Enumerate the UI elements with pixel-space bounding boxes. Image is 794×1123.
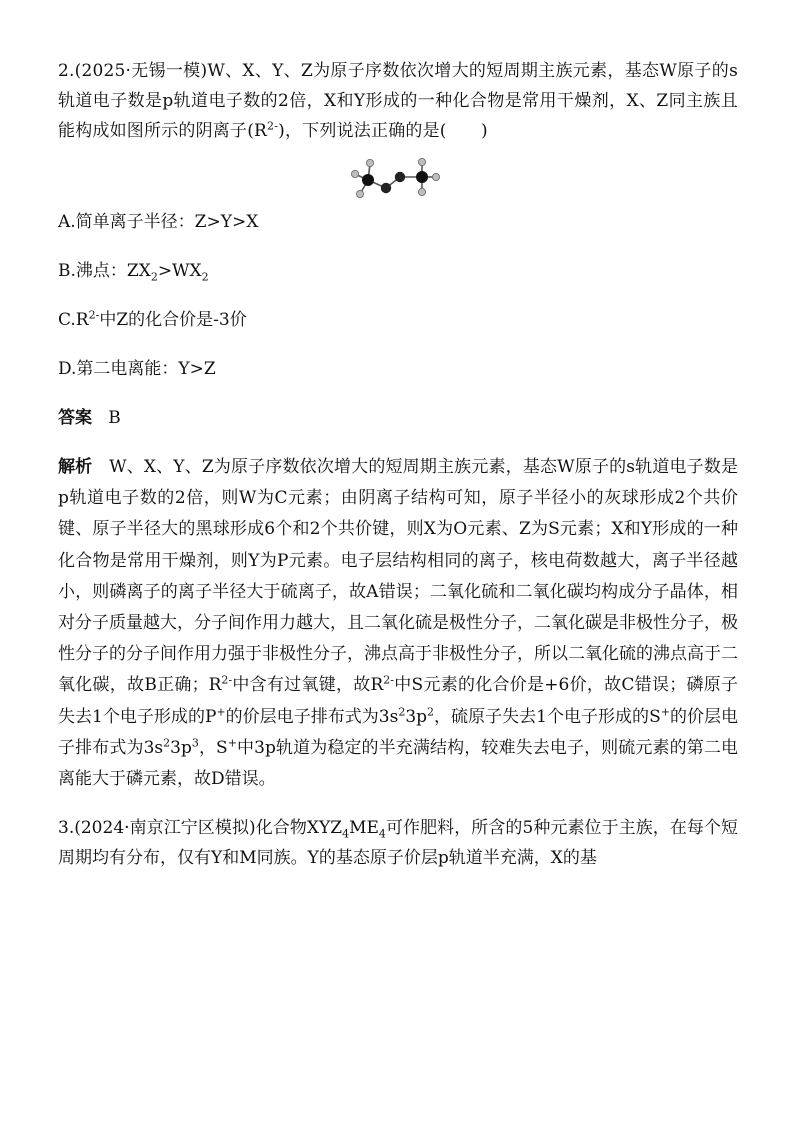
- question-source: (2024·南京江宁区模拟): [74, 818, 256, 839]
- question-3-stem: 3.(2024·南京江宁区模拟)化合物$XYZ_4ME_4$可作肥料，所含的5种元素位于主族，在每个短周期均有分布，仅有Y和M同族。Y的基态原子价层p轨道半充满，X的基: [58, 818, 738, 869]
- option-c: $C.R^{2-}$中Z的化合价是-3价: [58, 308, 247, 330]
- black-atom: [362, 174, 374, 186]
- black-atom: [395, 172, 405, 182]
- gray-atom: [356, 190, 363, 197]
- gray-atom: [418, 188, 425, 195]
- gray-atom: [366, 159, 373, 166]
- analysis-label: 解析: [58, 457, 93, 477]
- question-source: (2025·无锡一模): [74, 61, 208, 81]
- gray-atom: [351, 170, 358, 177]
- answer-value: B: [108, 408, 121, 428]
- anion-structure-figure: [350, 156, 440, 200]
- gray-atom: [418, 158, 425, 165]
- option-d: D.第二电离能：Y>Z: [58, 359, 216, 379]
- black-atom: [381, 183, 391, 193]
- question-2-stem: 2.(2025·无锡一模)W、X、Y、Z为原子序数依次增大的短周期主族元素，基态W原子的s轨道电子数是p轨道电子数的2倍，X和Y形成的一种化合物是常用干燥剂，X、Z同主族且能构成如图所示的阴离子$(R^{2-})$，下列说法正确的是( ): [58, 61, 738, 141]
- answer-line: [58, 406, 738, 430]
- analysis-paragraph: 解析 W、X、Y、Z为原子序数依次增大的短周期主族元素，基态W原子的s轨道电子数是p轨道电子数的2倍，则W为C元素；由阴离子结构可知，原子半径小的灰球形成2个共价键、原子半径大的黑球形成6个和2个共价键，则X为O元素、Z为S元素；X和Y形成的一种化合物是常用干燥剂，则Y为P元素。电子层结构相同的离子，核电荷数越大，离子半径越小，则磷离子的离子半径大于硫离子，故A错误；二氧化硫和二氧化碳均构成分子晶体，相对分子质量越大，分子间作用力越大，且二氧化硫是极性分子，二氧化碳是非极性分子，极性分子的分子间作用力强于非极性分子，沸点高于非极性分子，所以二氧化硫的沸点高于二氧化碳，故B正确；$R^{2-}$中含有过氧键，故$R^{2-}$中S元素的化合价是+6价，故C错误；磷原子失去1个电子形成的P+的价层电子排布式为$3s^23p^2$，硫原子失去1个电子形成的S+的价层电子排布式为$3s^23p^3$，S+中3p轨道为稳定的半充满结构，较难失去电子，则硫元素的第二电离能大于磷元素，故D错误。: [58, 457, 739, 790]
- gray-atom: [432, 173, 439, 180]
- question-number: 2.: [58, 61, 75, 81]
- page-content: [58, 56, 738, 873]
- option-a: A.简单离子半径：Z>Y>X: [58, 212, 259, 232]
- question-number: 3.: [58, 818, 75, 839]
- answer-label: 答案: [58, 408, 92, 428]
- option-b: B.沸点：$ZX_2>WX_2$: [58, 261, 209, 284]
- black-atom: [416, 171, 428, 183]
